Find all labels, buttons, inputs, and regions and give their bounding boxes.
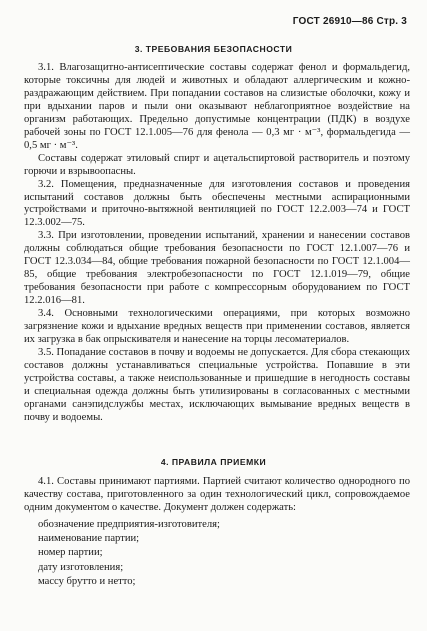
running-header: ГОСТ 26910—86 Стр. 3 xyxy=(292,16,407,27)
paragraph-3-1-continued: Составы содержат этиловый спирт и ацетальспиртовой растворитель и поэтому горючи и взрывоопасны. xyxy=(24,152,410,177)
paragraph-4-1: 4.1. Составы принимают партиями. Партией считают количество однородного по качеству состава, приготовленного за один технологический цикл, сопровождаемое одним документом о качестве. Документ должен содержать: xyxy=(24,476,410,513)
list-item: обозначение предприятия-изготовителя; xyxy=(38,519,220,530)
paragraph-3-3: 3.3. При изготовлении, проведении испытаний, хранении и нанесении составов должны соблюдаться общие требования безопасности по ГОСТ 12.1.007—76 и ГОСТ 12.3.034—84, общие требования пожарной безопасности по ГОСТ 12.1.004—85, общие требования электробезопасности по ГОСТ 12.1.019—79, общие требования безопасности при работе с компрессорным оборудованием по ГОСТ 12.2.016—81. xyxy=(24,230,410,307)
list-item: номер партии; xyxy=(38,547,103,559)
list-item: массу брутто и нетто; xyxy=(38,575,136,587)
section-4-body xyxy=(24,476,410,515)
list-item: дату изготовления; xyxy=(38,561,124,573)
section-3-body xyxy=(24,62,410,425)
list-item: наименование партии; xyxy=(38,533,140,545)
section-3-heading: 3. ТРЕБОВАНИЯ БЕЗОПАСНОСТИ xyxy=(134,44,293,54)
paragraph-3-1: 3.1. Влагозащитно-антисептические составы содержат фенол и формальдегид, которые токсичны для людей и животных и обладают аллергическим и кожно-раздражающим действием. При попадании составов на слизистые оболочки, кожу и при вдыхании паров и пыли они оказывают неблагоприятное воздействие на организм работающих. Предельно допустимые концентрации (ПДК) в воздухе рабочей зоны по ГОСТ 12.1.005—76 для фенола — 0,3 мг · м⁻³, формальдегида — 0,5 мг · м⁻³. xyxy=(24,62,410,151)
document-contents-list xyxy=(38,518,398,589)
paragraph-3-5: 3.5. Попадание составов в почву и водоемы не допускается. Для сбора стекающих составов должны устанавливаться специальные устройства. Попавшие в эти устройства составы, а также неиспользованные и пришедшие в негодность составы и специальная одежда должны быть утилизированы в согласованных с местными органами санэпидслужбы местах, исключающих вымывание вредных веществ в почву и водоемы. xyxy=(24,346,410,423)
section-4-heading: 4. ПРАВИЛА ПРИЕМКИ xyxy=(160,457,267,467)
paragraph-3-4: 3.4. Основными технологическими операциями, при которых возможно загрязнение кожи и вдыхание вредных веществ при применении составов, является их загрузка в бак опрыскивателя и нанесение на торцы лесоматериалов. xyxy=(24,308,410,346)
paragraph-3-2: 3.2. Помещения, предназначенные для изготовления составов и проведения испытаний составов должны быть обеспечены местными аспирационными устройствами и приточно-вытяжной вентиляцией по ГОСТ 12.2.003—74 и ГОСТ 12.3.002—75. xyxy=(24,178,410,229)
